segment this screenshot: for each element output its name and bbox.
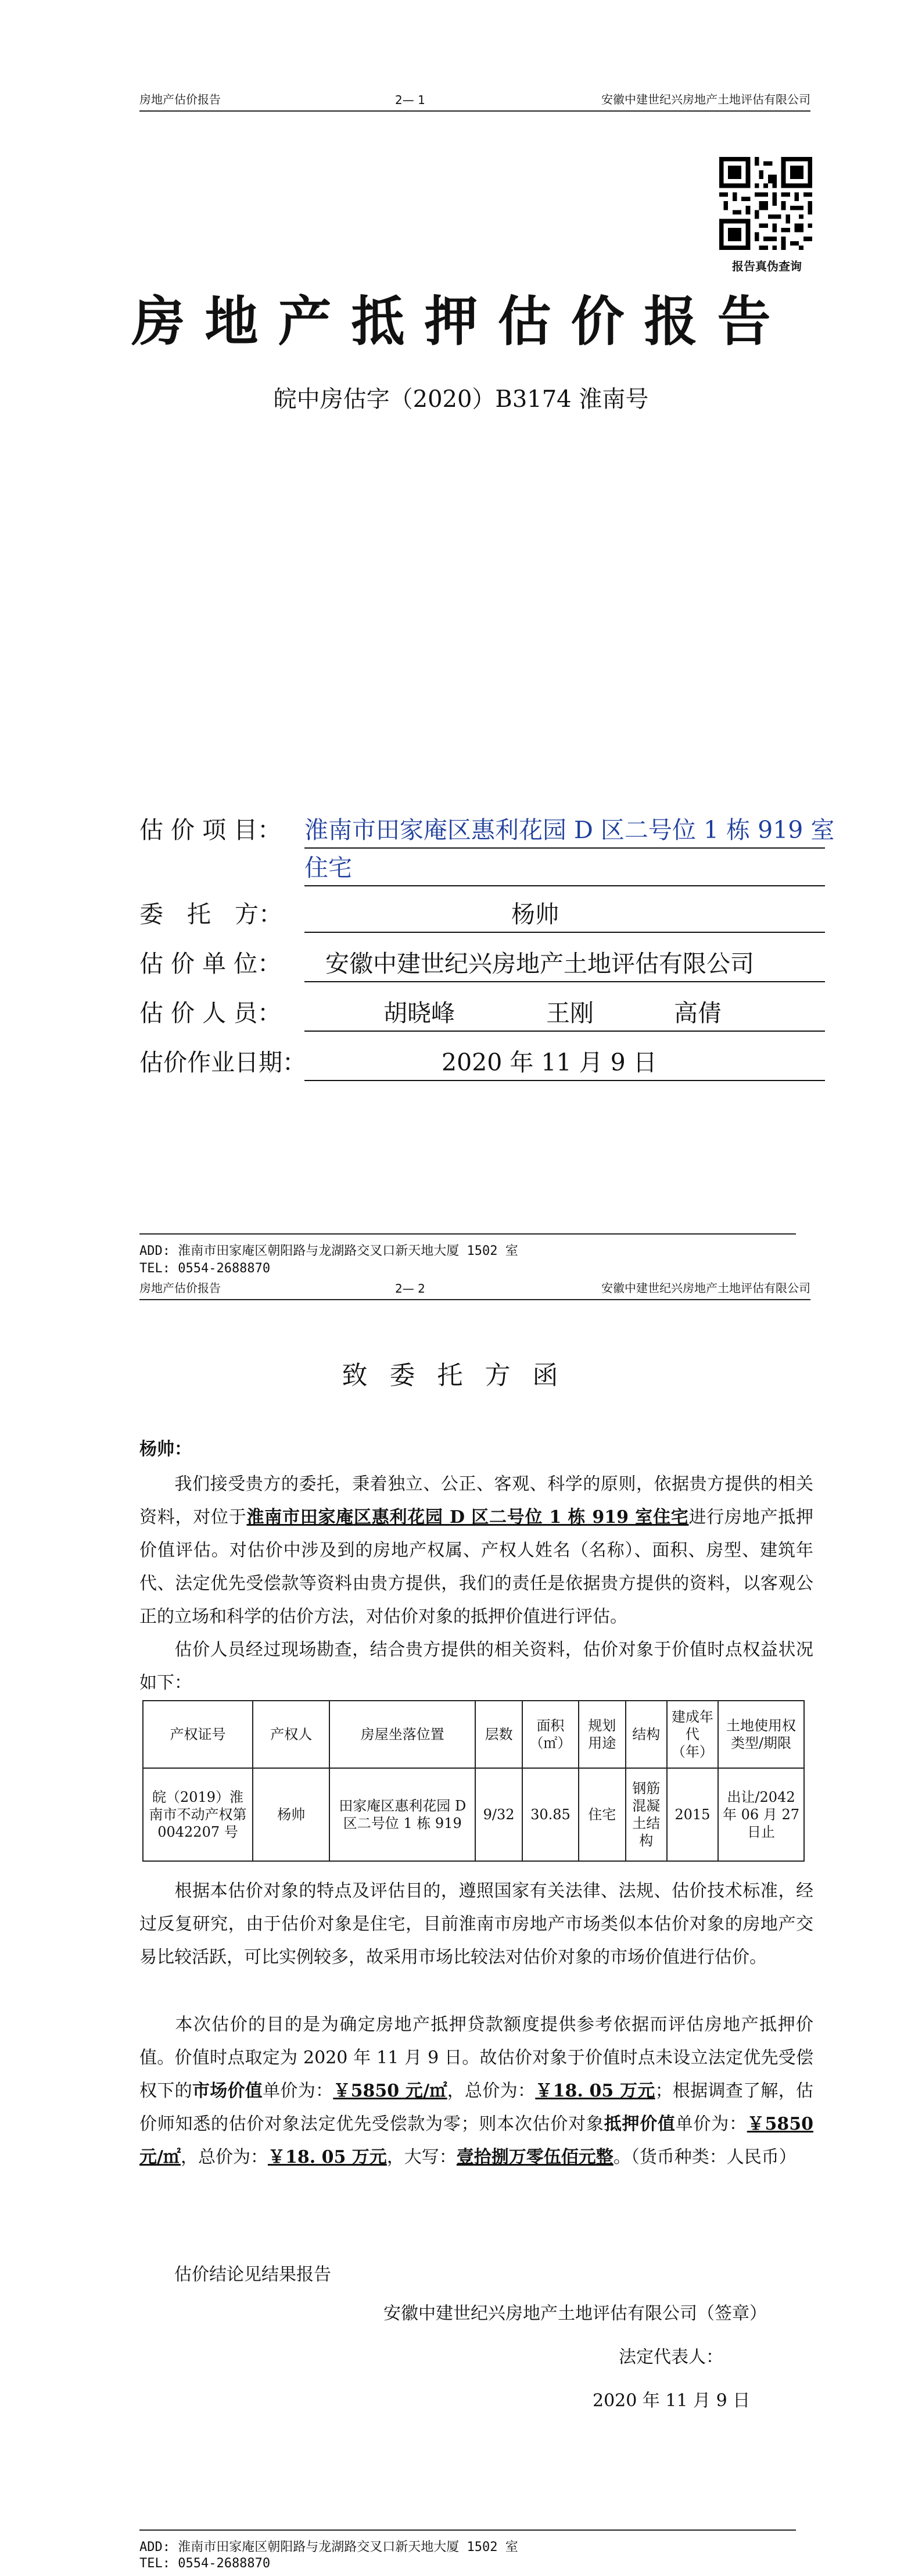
field-unit-value: 安徽中建世纪兴房地产土地评估有限公司 [325,950,754,978]
field-date-label: 估价作业日期： [139,1049,306,1076]
p4-text-a: 本次估价的目的是为确定房地产抵押贷款额度提供参考依据而评估房地产抵押价值。价值时点取定为 2020 年 11 月 9 日。故估价对象于价值时点未设立法定优先受偿权下的 [139,2015,813,2101]
field-project-label: 估 价 项 目： [139,816,282,844]
field-client-value: 杨帅 [511,900,559,928]
cell-land-right: 出让/2042 年 06 月 27 日止 [718,1768,804,1861]
document-number: 皖中房估字（2020）B3174 淮南号 [273,386,649,413]
field-project-value-line1: 淮南市田家庵区惠利花园 D 区二号位 1 栋 919 室 [304,816,835,844]
header-company-2: 安徽中建世纪兴房地产土地评估有限公司 [601,1281,810,1295]
letter-title: 致委托方函 [342,1361,580,1390]
header-company: 安徽中建世纪兴房地产土地评估有限公司 [601,92,810,106]
cell-structure: 钢筋混凝土结构 [626,1768,667,1861]
header-page-number-2: 2— 2 [395,1282,425,1296]
header-page-number: 2— 1 [395,93,425,107]
table-header: 结构 [626,1701,667,1768]
footer-tel: TEL: 0554-2688870 [139,1261,271,1276]
field-date-value: 2020 年 11 月 9 日 [442,1049,657,1076]
cell-area: 30.85 [522,1768,579,1861]
p1-address: 淮南市田家庵区惠利花园 D 区二号位 1 栋 919 室住宅 [246,1507,689,1527]
table-header-row [143,1701,804,1768]
p4-text-d: ；根据调查了解，估价师知悉的估价对象法定优先受偿款为零；则本次估价对象 [139,2081,814,2134]
letter-paragraph-1 [139,1468,813,1633]
field-date [139,1046,825,1081]
footer-divider [139,1233,796,1235]
p3-text: 根据本估价对象的特点及评估目的，遵照国家有关法律、法规、估价技术标准，经过反复研究，由于估价对象是住宅，目前淮南市房地产市场类似本估价对象的房地产交易比较活跃，可比实例较多，故采用市场比较法对估价对象的市场价值进行估价。 [139,1881,813,1967]
p4-unit-price: ￥5850 元/㎡ [333,2081,447,2101]
table-row [143,1768,804,1861]
letter-salutation [139,1433,813,1466]
field-unit-label: 估 价 单 位： [139,950,282,978]
p4-amount-upper: 壹拾捌万零伍佰元整 [456,2147,614,2167]
p4-total-price: ￥18. 05 万元 [535,2081,655,2101]
p4-text-e: 单价为： [675,2114,747,2134]
field-project [139,814,835,849]
cell-cert-no: 皖（2019）淮南市不动产权第 0042207 号 [143,1768,253,1861]
field-staff [139,997,825,1032]
p2-text: 估价人员经过现场勘查，结合贵方提供的相关资料，估价对象于价值时点权益状况如下： [139,1640,813,1693]
header-report-type-2: 房地产估价报告 [139,1281,221,1295]
cell-year: 2015 [667,1768,718,1861]
p1-text-a: 我们接受贵方的委托，秉着独立、公正、客观、科学的原则，依据贵方提供的相关资料，对位于 [139,1474,813,1527]
p5-text: 估价结论见结果报告 [174,2264,331,2285]
p4-text-b: 单价为： [263,2081,333,2101]
field-unit [139,947,825,982]
field-staff-1: 胡晓峰 [383,999,455,1027]
table-header: 房屋坐落位置 [329,1701,475,1768]
footer-address: ADD: 淮南市田家庵区朝阳路与龙湖路交叉口新天地大厦 1502 室 [139,1244,518,1258]
footer-tel-2: TEL: 0554-2688870 [139,2556,271,2571]
table-header: 土地使用权类型/期限 [718,1701,804,1768]
qr-caption: 报告真伪查询 [732,259,802,273]
page-header-2 [139,1276,810,1300]
page-header [139,87,810,112]
header-report-type: 房地产估价报告 [139,92,221,106]
property-info-table [142,1700,805,1862]
footer-address-2: ADD: 淮南市田家庵区朝阳路与龙湖路交叉口新天地大厦 1502 室 [139,2540,518,2554]
letter-paragraph-4 [139,2008,813,2174]
p4-text-h: 。（货币种类：人民币） [613,2147,797,2167]
field-staff-2: 王刚 [546,999,594,1027]
field-client-label: 委 托 方： [139,900,282,928]
letter-paragraph-5 [139,2258,813,2291]
sign-date: 2020 年 11 月 9 日 [593,2391,751,2411]
table-header: 产权证号 [143,1701,253,1768]
sign-legal-rep: 法定代表人： [619,2347,723,2367]
qr-code-icon[interactable] [719,157,812,250]
table-header: 产权人 [253,1701,329,1768]
p4-market-value: 市场价值 [192,2081,263,2101]
p4-text-g: ，大写： [386,2147,457,2167]
p4-text-c: ，总价为： [447,2081,536,2101]
letter-paragraph-2 [139,1633,813,1700]
report-title: 房地产抵押估价报告 [131,290,791,353]
field-staff-3: 高倩 [674,999,722,1027]
p4-total-price-2: ￥18. 05 万元 [267,2147,387,2167]
field-client [139,898,825,933]
table-header: 层数 [475,1701,522,1768]
p4-pledge-value: 抵押价值 [604,2114,676,2134]
table-header: 建成年代（年） [667,1701,718,1768]
letter-paragraph-3 [139,1874,813,1974]
field-project-cont [139,851,825,886]
table-header: 面积（㎡） [522,1701,579,1768]
p1-text-b: 进行房地产抵押价值评估。对估价中涉及到的房地产权属、产权人姓名（名称）、面积、房型、建筑年代、法定优先受偿款等资料由贵方提供，我们的责任是依据贵方提供的资料，以客观公正的立场和科学的估价方法，对估价对象的抵押价值进行评估。 [139,1507,814,1627]
cell-floors: 9/32 [475,1768,522,1861]
cell-owner: 杨帅 [253,1768,329,1861]
cell-location: 田家庵区惠利花园 D 区二号位 1 栋 919 [329,1768,475,1861]
salutation-text: 杨帅： [139,1439,192,1459]
p4-text-f: ，总价为： [180,2147,268,2167]
p4-unit-price-2: ￥5850 元/㎡ [139,2114,814,2167]
table-header: 规划用途 [579,1701,626,1768]
field-staff-label: 估 价 人 员： [139,999,282,1027]
field-project-value-line2: 住宅 [304,854,352,882]
sign-company: 安徽中建世纪兴房地产土地评估有限公司（签章） [383,2303,767,2324]
footer-divider-2 [139,2530,796,2531]
cell-usage: 住宅 [579,1768,626,1861]
